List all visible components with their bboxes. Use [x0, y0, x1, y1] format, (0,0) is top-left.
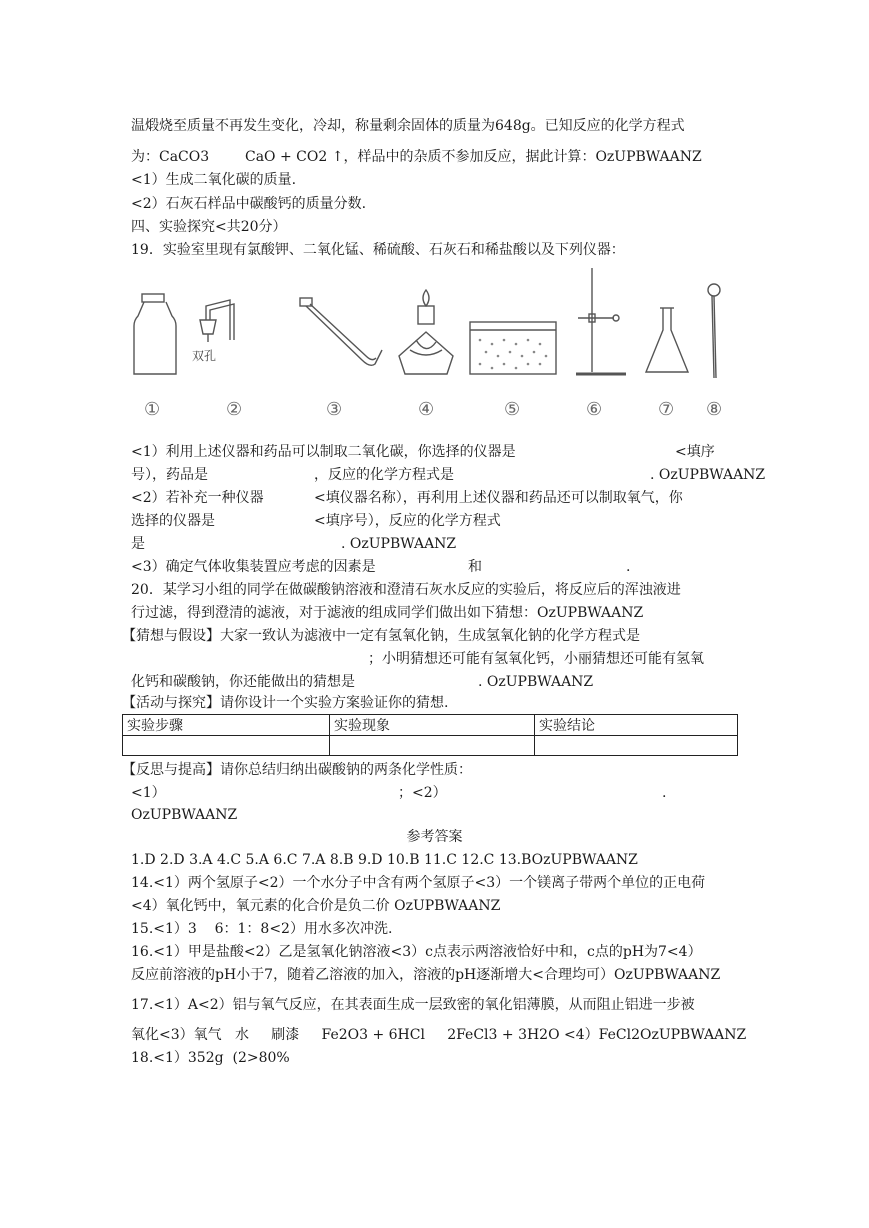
text-line: <1）生成二氧化碳的质量. [131, 172, 297, 188]
text-line: <1）利用上述仪器和药品可以制取二氧化碳，你选择的仪器是 [131, 444, 516, 460]
text-line: 【活动与探究】请你设计一个实验方案验证你的猜想. [122, 695, 449, 711]
text-line: 氧化<3）氧气 水 刷漆 Fe2O3 + 6HCl 2FeCl3 + 3H2O <4）FeCl2OzUPBWAANZ [131, 1027, 747, 1043]
text-line: <4）氧化钙中，氧元素的化合价是负二价 OzUPBWAANZ [131, 898, 501, 914]
table-header-row [123, 715, 738, 736]
text-line: 16.<1）甲是盐酸<2）乙是氢氧化钠溶液<3）c点表示两溶液恰好中和，c点的pH为7<4） [131, 944, 702, 960]
text-line: 17.<1）A<2）铝与氧气反应，在其表面生成一层致密的氧化铝薄膜，从而阻止铝进一步被 [131, 997, 695, 1013]
text-line: 14.<1）两个氢原子<2）一个水分子中含有两个氢原子<3）一个镁离子带两个单位的正电荷 [131, 875, 706, 891]
text-line: OzUPBWAANZ [131, 807, 238, 823]
svg-text:双孔: 双孔 [192, 349, 217, 363]
text-line: CaO + CO2 ↑，样品中的杂质不参加反应，据此计算：OzUPBWAANZ [245, 149, 702, 165]
text-line: . OzUPBWAANZ [341, 536, 457, 552]
text-line: ；小明猜想还可能有氢氧化钙，小丽猜想还可能有氢氧 [368, 651, 704, 667]
long-neck-funnel-icon [708, 284, 720, 378]
text-line: 18.<1）352g (2>80% [131, 1050, 290, 1066]
text-line: . [626, 559, 631, 575]
text-line: 【猜想与假设】大家一致认为滤液中一定有氢氧化钠，生成氢氧化钠的化学方程式是 [122, 628, 640, 644]
table-row [123, 736, 738, 756]
table-header-cell: 实验步骤 [123, 715, 330, 736]
text-line: 为：CaCO3 [131, 149, 210, 165]
text-line: . OzUPBWAANZ [650, 467, 766, 483]
text-line: 和 [468, 559, 482, 575]
apparatus-label: ③ [326, 399, 343, 420]
text-line: 【反思与提高】请你总结归纳出碳酸钠的两条化学性质： [122, 762, 472, 778]
text-line: ，反应的化学方程式是 [314, 467, 454, 483]
apparatus-label: ⑦ [658, 399, 675, 420]
experiment-table [122, 714, 738, 756]
text-line: 是 [131, 536, 145, 552]
water-trough-icon [470, 322, 556, 374]
apparatus-figure [120, 260, 740, 440]
bottle-icon [134, 294, 176, 374]
text-line: 号），药品是 [131, 467, 208, 483]
table-cell [123, 736, 330, 756]
text-line: <填仪器名称），再利用上述仪器和药品还可以制取氧气，你 [314, 490, 683, 506]
text-line: 化钙和碳酸钠，你还能做出的猜想是 [131, 674, 355, 690]
text-line: 反应前溶液的pH小于7，随着乙溶液的加入，溶液的pH逐渐增大<合理均可）OzUPBWAANZ [131, 967, 721, 983]
text-line: . [662, 785, 667, 801]
text-line: 四、实验探究<共20分） [131, 219, 287, 235]
text-line: 1.D 2.D 3.A 4.C 5.A 6.C 7.A 8.B 9.D 10.B 11.C 12.C 13.BOzUPBWAANZ [131, 852, 638, 868]
table-cell [330, 736, 535, 756]
text-line: <填序 [675, 444, 715, 460]
conical-flask-icon [646, 308, 688, 372]
apparatus-label: ⑧ [706, 399, 723, 420]
alcohol-lamp-icon [399, 290, 453, 374]
text-line: <2）若补充一种仪器 [131, 490, 264, 506]
text-line: <2）石灰石样品中碳酸钙的质量分数. [131, 196, 367, 212]
text-line: <3）确定气体收集装置应考虑的因素是 [131, 559, 376, 575]
text-line: 20．某学习小组的同学在做碳酸钠溶液和澄清石灰水反应的实验后，将反应后的浑浊液进 [131, 582, 681, 598]
text-line: 选择的仪器是 [131, 513, 215, 529]
text-line: . OzUPBWAANZ [478, 674, 594, 690]
text-line: 行过滤，得到澄清的滤液，对于滤液的组成同学们做出如下猜想：OzUPBWAANZ [131, 605, 644, 621]
iron-stand-icon [576, 268, 626, 374]
apparatus-label: ⑥ [586, 399, 603, 420]
apparatus-label: ① [144, 399, 161, 420]
apparatus-label: ② [226, 399, 243, 420]
answers-title: 参考答案 [406, 829, 463, 845]
apparatus-label: ⑤ [504, 399, 521, 420]
double-hole-stopper-icon [192, 300, 234, 363]
text-line: ；<2） [398, 785, 447, 801]
apparatus-label: ④ [418, 399, 435, 420]
table-cell [535, 736, 738, 756]
text-line: 15.<1）3 6：1：8<2）用水多次冲洗. [131, 921, 393, 937]
text-line: 19．实验室里现有氯酸钾、二氧化锰、稀硫酸、石灰石和稀盐酸以及下列仪器： [131, 242, 625, 258]
table-header-cell: 实验现象 [330, 715, 535, 736]
text-line: 温煅烧至质量不再发生变化，冷却，称量剩余固体的质量为648g。已知反应的化学方程式 [131, 118, 685, 134]
text-line: <填序号），反应的化学方程式 [314, 513, 501, 529]
text-line: <1） [131, 785, 166, 801]
bent-tube-icon [300, 298, 382, 365]
table-header-cell: 实验结论 [535, 715, 738, 736]
